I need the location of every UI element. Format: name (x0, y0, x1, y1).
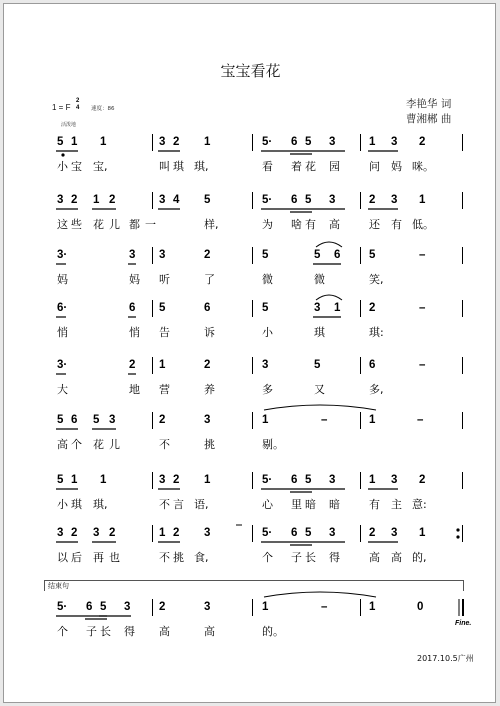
lyric-syllable: 儿 (109, 218, 120, 231)
lyric-syllable: 养 (204, 383, 215, 396)
lyric-syllable: 一 (145, 218, 156, 231)
lyric-syllable: 以 (57, 551, 68, 564)
lyric-syllable: 琪, (194, 160, 209, 173)
tie (264, 592, 376, 597)
note: 1 (334, 302, 341, 314)
note: 2 (204, 249, 211, 261)
lyric-syllable: 后 (71, 551, 82, 564)
date-place: 2017.10.5广州 (417, 654, 474, 663)
lyric-syllable: 暗 (329, 498, 340, 511)
note: – (321, 414, 328, 426)
lyric-syllable: 琪 (173, 160, 184, 173)
lyric-syllable: 暗 (305, 498, 316, 511)
note: 5· (262, 194, 273, 206)
note: 3 (159, 249, 166, 261)
lyric-syllable: 叫 (159, 160, 170, 173)
note: 3 (262, 359, 269, 371)
lyric-syllable: 小 (57, 160, 68, 173)
note: 1 (71, 136, 78, 148)
lyric-syllable: 琪: (369, 326, 384, 339)
lyric-syllable: 了 (204, 273, 215, 286)
lyric-syllable: 言 (173, 498, 184, 511)
note: 2 (419, 136, 426, 148)
note: 6 (291, 136, 298, 148)
lyric-syllable: 个 (57, 625, 68, 638)
note: 6 (291, 194, 298, 206)
lyric-syllable: 妈 (57, 273, 68, 286)
low-octave-dot (61, 153, 64, 156)
lyric-syllable: 看 (262, 160, 273, 173)
lyric-syllable: 悄 (57, 326, 68, 339)
lyric-syllable: 悄 (129, 326, 140, 339)
lyric-syllable: 有 (305, 218, 316, 231)
note: 3 (329, 527, 336, 539)
note: 5 (159, 302, 166, 314)
lyric-syllable: 琪, (93, 498, 108, 511)
note: 5· (262, 474, 273, 486)
note: 5 (305, 194, 312, 206)
note: 3 (391, 527, 398, 539)
lyric-syllable: 个 (71, 438, 82, 451)
note: 3 (159, 194, 166, 206)
note: 3 (314, 302, 321, 314)
note: 5 (369, 249, 376, 261)
lyric-syllable: 园 (329, 160, 340, 173)
note: 5 (314, 359, 321, 371)
lyric-syllable: 都 (129, 218, 140, 231)
note: 3 (391, 474, 398, 486)
lyric-syllable: 挑 (173, 551, 184, 564)
lyric-syllable: 有 (369, 498, 380, 511)
composer-credit: 曹湘郴 曲 (406, 113, 452, 125)
note: 2 (173, 527, 180, 539)
lyric-syllable: 营 (159, 383, 170, 396)
lyric-syllable: 里 (291, 498, 302, 511)
lyric-syllable: 为 (262, 218, 273, 231)
lyric-syllable: 得 (124, 625, 135, 638)
tie (264, 405, 376, 410)
note: 6 (369, 359, 376, 371)
note: 5 (305, 474, 312, 486)
lyric-syllable: 问 (369, 160, 380, 173)
lyric-syllable: 高 (159, 625, 170, 638)
lyric-syllable: 的, (412, 551, 427, 564)
note: 3 (204, 527, 211, 539)
ending-label: 结束句 (48, 582, 69, 590)
note: 1 (100, 474, 107, 486)
note: 5 (57, 474, 64, 486)
note: 6 (86, 601, 93, 613)
slur (316, 242, 342, 247)
lyric-syllable: 子 (86, 625, 97, 638)
lyric-syllable: 宝 (71, 160, 82, 173)
ending-bracket (44, 580, 464, 591)
note: 6 (334, 249, 341, 261)
lyric-syllable: 多 (262, 383, 273, 396)
lyric-syllable: 意: (412, 498, 427, 511)
note: 3 (329, 474, 336, 486)
lyric-syllable: 宝, (93, 160, 108, 173)
note: 1 (419, 527, 426, 539)
note: 2 (109, 527, 116, 539)
lyric-syllable: 还 (369, 218, 380, 231)
note: 5 (305, 136, 312, 148)
note: 3 (204, 414, 211, 426)
score-sheet (3, 3, 496, 703)
note: 4 (173, 194, 180, 206)
lyric-syllable: 诉 (204, 326, 215, 339)
lyric-syllable: 又 (314, 383, 325, 396)
note: 3 (391, 136, 398, 148)
lyric-syllable: 大 (57, 383, 68, 396)
note: 1 (369, 136, 376, 148)
lyric-syllable: 高 (329, 218, 340, 231)
note: 2 (159, 414, 166, 426)
note: 2 (173, 474, 180, 486)
lyric-syllable: 花 (93, 438, 104, 451)
lyric-syllable: 样, (204, 218, 219, 231)
lyric-syllable: 再 (93, 551, 104, 564)
note: 1 (159, 359, 166, 371)
note: 2 (159, 601, 166, 613)
note: 5 (93, 414, 100, 426)
lyric-syllable: 小 (262, 326, 273, 339)
note: 1 (369, 414, 376, 426)
note: 2 (173, 136, 180, 148)
note: 5· (262, 136, 273, 148)
note: 3 (329, 194, 336, 206)
lyric-syllable: 子 (291, 551, 302, 564)
repeat-dot (456, 528, 459, 531)
lyric-syllable: 告 (159, 326, 170, 339)
note: 5 (204, 194, 211, 206)
lyric-syllable: 语, (194, 498, 209, 511)
lyric-syllable: 高 (57, 438, 68, 451)
note: 2 (204, 359, 211, 371)
lyric-syllable: 笑, (369, 273, 384, 286)
note: 5· (57, 601, 68, 613)
note: 6 (129, 302, 136, 314)
note: 3 (329, 136, 336, 148)
lyric-syllable: 食, (194, 551, 209, 564)
lyric-syllable: 低。 (412, 218, 434, 231)
lyric-syllable: 的。 (262, 625, 284, 638)
key-signature: 1 = F (52, 103, 71, 112)
note: 3 (159, 136, 166, 148)
note: 2 (369, 302, 376, 314)
lyric-syllable: 琪 (314, 326, 325, 339)
time-signature-top: 2 (76, 98, 80, 104)
note: 2 (369, 194, 376, 206)
lyric-syllable: 主 (391, 498, 402, 511)
slur (316, 295, 342, 300)
note: 1 (262, 414, 269, 426)
note: 6 (291, 527, 298, 539)
note: 2 (419, 474, 426, 486)
lyric-syllable: 不 (159, 551, 170, 564)
note: 1 (369, 601, 376, 613)
lyric-syllable: 不 (159, 438, 170, 451)
lyric-syllable: 咪。 (412, 160, 434, 173)
repeat-dot (456, 535, 459, 538)
lyric-syllable: 长 (100, 625, 111, 638)
note: 1 (93, 194, 100, 206)
note: 2 (109, 194, 116, 206)
note: 6· (57, 302, 68, 314)
lyric-syllable: 得 (329, 551, 340, 564)
lyric-syllable: 这 (57, 218, 68, 231)
lyric-syllable: 儿 (109, 438, 120, 451)
fine-marking: Fine. (455, 620, 472, 627)
note: 5 (100, 601, 107, 613)
note: 5 (57, 414, 64, 426)
note: 3 (391, 194, 398, 206)
expression-marking: 活泼地 (61, 122, 77, 128)
note: 3· (57, 359, 68, 371)
note: 3 (124, 601, 131, 613)
lyric-syllable: 高 (369, 551, 380, 564)
lyric-syllable: 花 (93, 218, 104, 231)
note: 1 (71, 474, 78, 486)
lyric-syllable: 微 (314, 273, 325, 286)
note: 3 (57, 527, 64, 539)
lyric-syllable: 花 (305, 160, 316, 173)
note: 5 (262, 302, 269, 314)
note: 6 (204, 302, 211, 314)
lyric-syllable: 心 (262, 498, 273, 511)
note: 6 (71, 414, 78, 426)
note: 2 (129, 359, 136, 371)
lyric-syllable: 啥 (291, 218, 302, 231)
lyric-syllable: 不 (159, 498, 170, 511)
lyric-syllable: 听 (159, 273, 170, 286)
note: 3 (109, 414, 116, 426)
lyric-syllable: 微 (262, 273, 273, 286)
lyric-syllable: 挑 (204, 438, 215, 451)
lyric-syllable: 小 (57, 498, 68, 511)
lyric-syllable: 妈 (391, 160, 402, 173)
note: – (321, 601, 328, 613)
lyric-syllable: 妈 (129, 273, 140, 286)
lyric-syllable: 着 (291, 160, 302, 173)
note: 1 (204, 136, 211, 148)
lyric-syllable: 个 (262, 551, 273, 564)
note: 2 (71, 194, 78, 206)
note: – (419, 302, 426, 314)
lyric-syllable: 琪 (71, 498, 82, 511)
song-title: 宝宝看花 (220, 62, 281, 80)
note: – (417, 414, 424, 426)
note: 1 (419, 194, 426, 206)
lyric-syllable: 长 (305, 551, 316, 564)
note: 2 (71, 527, 78, 539)
note: 3 (93, 527, 100, 539)
note: 1 (204, 474, 211, 486)
note: 3 (129, 249, 136, 261)
lyric-syllable: 多, (369, 383, 384, 396)
lyric-syllable: 有 (391, 218, 402, 231)
lyric-syllable: 高 (204, 625, 215, 638)
lyric-syllable: 也 (109, 551, 120, 564)
note: 1 (369, 474, 376, 486)
note: 3 (159, 474, 166, 486)
note: 1 (262, 601, 269, 613)
note: 5 (314, 249, 321, 261)
note: 0 (417, 601, 424, 613)
note: 6 (291, 474, 298, 486)
note: 5 (57, 136, 64, 148)
note: 2 (369, 527, 376, 539)
lyricist-credit: 李艳华 词 (406, 98, 452, 110)
note: 1 (159, 527, 166, 539)
note: – (419, 359, 426, 371)
lyric-syllable: 些 (71, 218, 82, 231)
note: – (419, 249, 426, 261)
note: 1 (100, 136, 107, 148)
time-signature-bottom: 4 (76, 105, 80, 111)
notation-marks (4, 4, 497, 704)
note: 5 (305, 527, 312, 539)
note: 3 (204, 601, 211, 613)
note: 3 (57, 194, 64, 206)
lyric-syllable: 地 (129, 383, 140, 396)
lyric-syllable: 高 (391, 551, 402, 564)
note: 3· (57, 249, 68, 261)
note: 5· (262, 527, 273, 539)
lyric-syllable: 剔。 (262, 438, 284, 451)
note: 5 (262, 249, 269, 261)
tempo-marking: 速度：86 (91, 106, 115, 112)
